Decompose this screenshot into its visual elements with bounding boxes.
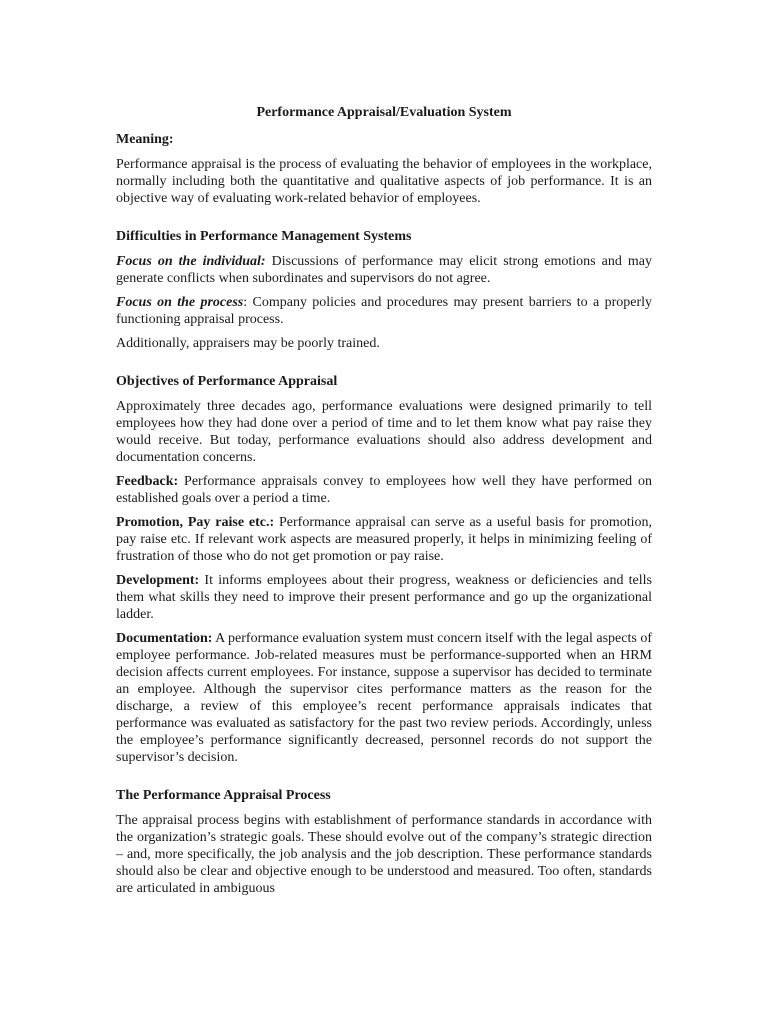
objective-item — [116, 630, 652, 766]
difficulty-item — [116, 253, 652, 287]
spacer — [116, 773, 652, 787]
process-heading: The Performance Appraisal Process — [116, 788, 331, 803]
objective-text: A performance evaluation system must concern itself with the legal aspects of employee performance. Job-related measures must be performance-supported when an HRM decision affects current employees. For instance, suppose a supervisor has decided to terminate an employee. Although the supervisor cites performance matters as the reason for the discharge, a review of this employee’s recent performance appraisals indicates that performance was evaluated as satisfactory for the past two review periods. Accordingly, unless the employee’s performance significantly decreased, personnel records do not support the supervisor’s decision. — [116, 631, 652, 765]
document-page — [116, 104, 652, 904]
spacer — [116, 359, 652, 373]
objectives-intro: Approximately three decades ago, performance evaluations were designed primarily to tell employees how they had done over a period of time and to let them know what pay raise they would receive. But today, performance evaluations should also address development and documentation concerns. — [116, 399, 652, 465]
difficulty-lead: Focus on the process — [116, 295, 244, 310]
difficulty-text: : Company policies and procedures may present barriers to a properly functioning appraisal process. — [116, 295, 652, 327]
objective-text: Performance appraisal can serve as a useful basis for promotion, pay raise etc. If relevant work aspects are measured properly, it helps in minimizing feeling of frustration of those who do not get promotion or pay raise. — [116, 515, 652, 564]
objectives-heading: Objectives of Performance Appraisal — [116, 374, 338, 389]
difficulty-item — [116, 294, 652, 328]
objective-item — [116, 514, 652, 565]
objective-text: Performance appraisals convey to employees how well they have performed on established goals over a period a time. — [116, 474, 652, 506]
objective-lead: Documentation: — [116, 631, 213, 646]
difficulty-lead: Focus on the individual: — [116, 254, 266, 269]
objective-text: It informs employees about their progress, weakness or deficiencies and tells them what skills they need to improve their present performance and go up the organizational ladder. — [116, 573, 652, 622]
difficulties-heading: Difficulties in Performance Management Systems — [116, 229, 412, 244]
objective-item — [116, 473, 652, 507]
spacer — [116, 214, 652, 228]
difficulties-additional: Additionally, appraisers may be poorly trained. — [116, 336, 380, 351]
objective-lead: Promotion, Pay raise etc.: — [116, 515, 275, 530]
meaning-paragraph: Performance appraisal is the process of evaluating the behavior of employees in the workplace, normally including both the quantitative and qualitative aspects of job performance. It is an objective way of evaluating work-related behavior of employees. — [116, 157, 652, 206]
objective-item — [116, 572, 652, 623]
meaning-heading: Meaning: — [116, 132, 174, 147]
objective-lead: Feedback: — [116, 474, 179, 489]
objective-lead: Development: — [116, 573, 200, 588]
difficulty-text: Discussions of performance may elicit strong emotions and may generate conflicts when subordinates and supervisors do not agree. — [116, 254, 652, 286]
document-title: Performance Appraisal/Evaluation System — [256, 105, 512, 120]
process-paragraph: The appraisal process begins with establishment of performance standards in accordance with the organization’s strategic goals. These should evolve out of the company’s strategic direction – and, more specifically, the job analysis and the job description. These performance standards should also be clear and objective enough to be understood and measured. Too often, standards are articulated in ambiguous — [116, 813, 652, 896]
